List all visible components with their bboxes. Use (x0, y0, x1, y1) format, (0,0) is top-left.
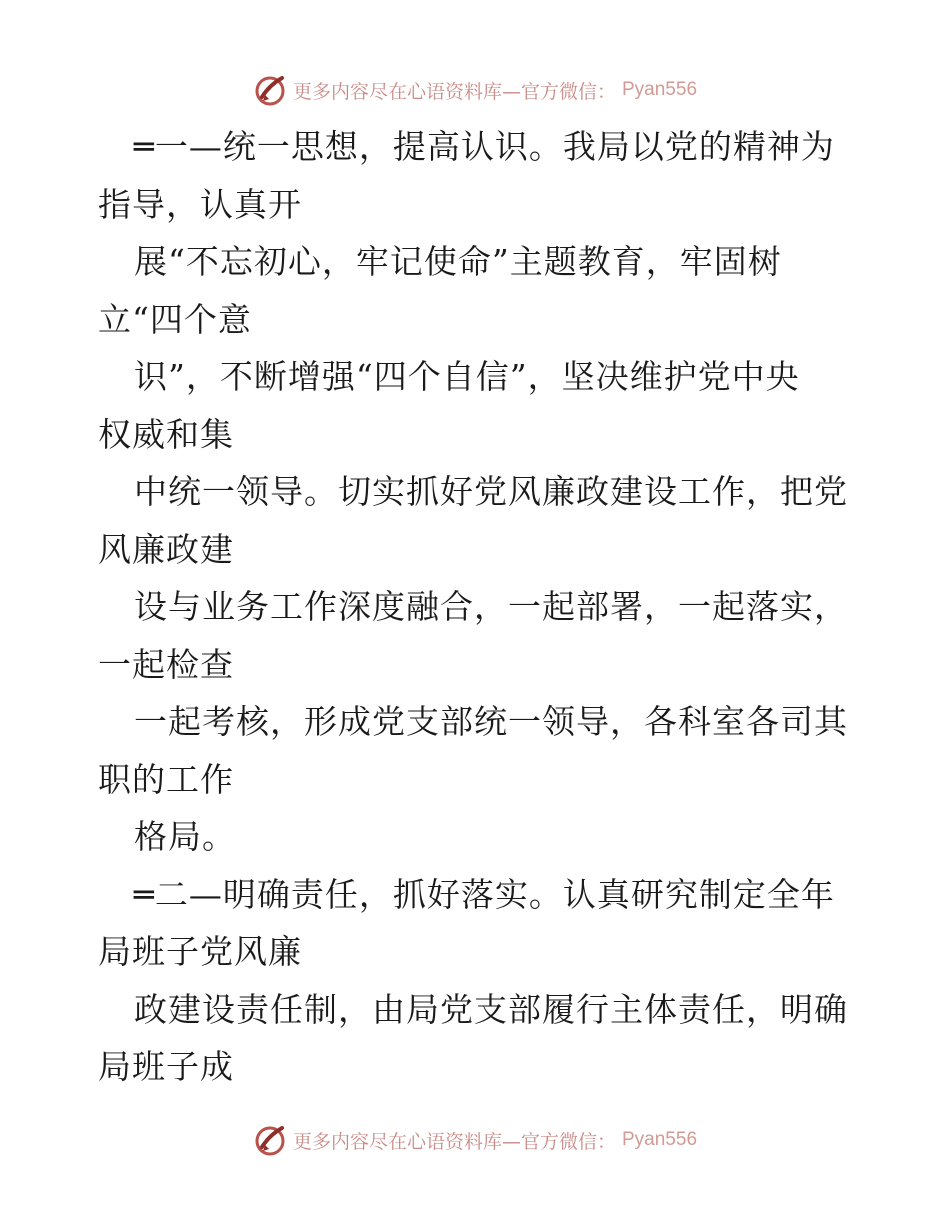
text-line: 一起考核，形成党支部统一领导，各科室各司其 (134, 702, 848, 741)
text-line: 中统一领导。切实抓好党风廉政建设工作，把党 (134, 472, 848, 511)
ink-brush-logo-icon (253, 73, 287, 107)
text-line: 政建设责任制，由局党支部履行主体责任，明确 (134, 989, 848, 1029)
document-body (98, 118, 858, 1096)
text-line: ═一—统一思想，提高认识。我局以党的精神为 (134, 127, 835, 166)
footer-watermark (0, 1120, 950, 1160)
text-line: 格局。 (134, 817, 236, 856)
watermark-id: Pyan556 (622, 79, 698, 100)
text-line: 职的工作 (98, 759, 234, 799)
text-line: 一起检查 (98, 644, 234, 684)
text-line: 设与业务工作深度融合，一起部署，一起落实， (134, 587, 848, 626)
text-line: 展“不忘初心，牢记使命”主题教育，牢固树 (134, 242, 782, 281)
watermark-text: 更多内容尽在心语资料库—官方微信： (292, 80, 616, 103)
text-line: ═二—明确责任，抓好落实。认真研究制定全年 (134, 874, 835, 914)
watermark-id: Pyan556 (622, 1129, 698, 1150)
text-line: 风廉政建 (98, 529, 234, 569)
watermark-text: 更多内容尽在心语资料库—官方微信： (292, 1130, 616, 1153)
text-line: 立“四个意 (98, 299, 252, 339)
text-line: 局班子党风廉 (98, 932, 302, 971)
text-line: 权威和集 (98, 414, 234, 454)
text-line: 局班子成 (98, 1047, 234, 1086)
ink-brush-logo-icon (253, 1123, 287, 1157)
text-line: 指导，认真开 (98, 184, 302, 224)
text-line: 识”，不断增强“四个自信”，坚决维护党中央 (134, 357, 800, 396)
header-watermark (0, 70, 950, 110)
